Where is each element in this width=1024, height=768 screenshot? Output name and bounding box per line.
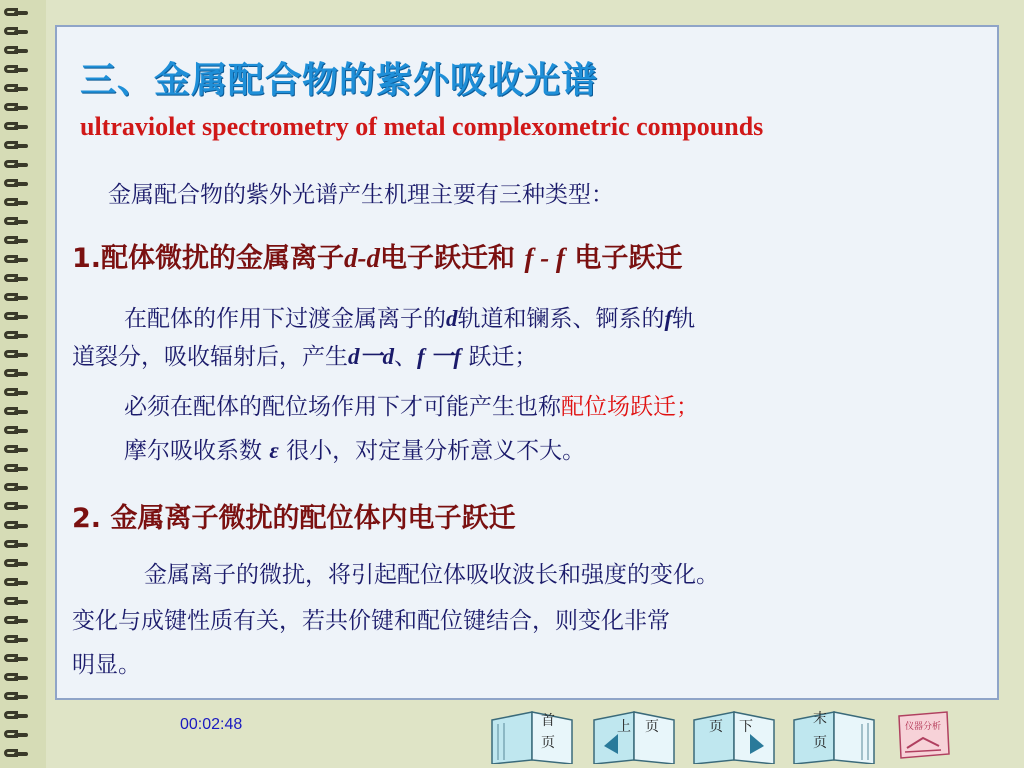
binding-ring bbox=[4, 141, 28, 150]
slide-subtitle-english: ultraviolet spectrometry of metal complexometric compounds bbox=[80, 112, 764, 141]
binding-ring bbox=[4, 521, 28, 530]
section2-line1: 金属离子的微扰，将引起配位体吸收波长和强度的变化。 bbox=[144, 562, 719, 588]
binding-ring bbox=[4, 46, 28, 55]
open-book-icon bbox=[488, 706, 576, 764]
binding-ring bbox=[4, 692, 28, 701]
binding-ring bbox=[4, 445, 28, 454]
binding-ring bbox=[4, 464, 28, 473]
binding-ring bbox=[4, 274, 28, 283]
binding-ring bbox=[4, 27, 28, 36]
next-page-button[interactable]: 页 下 bbox=[690, 706, 778, 764]
binding-ring bbox=[4, 236, 28, 245]
binding-ring bbox=[4, 388, 28, 397]
binding-ring bbox=[4, 730, 28, 739]
section1-paragraph-line4: 摩尔吸收系数 ε 很小，对定量分析意义不大。 bbox=[124, 438, 586, 464]
binding-ring bbox=[4, 502, 28, 511]
binding-ring bbox=[4, 8, 28, 17]
section1-paragraph-line3: 必须在配体的配位场作用下才可能产生也称配位场跃迁； bbox=[124, 394, 699, 420]
slide-title: 三、金属配合物的紫外吸收光谱 bbox=[80, 60, 599, 101]
elapsed-timer: 00:02:48 bbox=[180, 716, 243, 733]
binding-ring bbox=[4, 369, 28, 378]
binding-ring bbox=[4, 198, 28, 207]
binding-ring bbox=[4, 540, 28, 549]
binding-ring bbox=[4, 179, 28, 188]
binding-ring bbox=[4, 103, 28, 112]
previous-page-button[interactable]: 上 页 bbox=[590, 706, 678, 764]
binding-ring bbox=[4, 635, 28, 644]
section1-heading: 1.配体微扰的金属离子d-d电子跃迁和 f - f 电子跃迁 bbox=[72, 243, 683, 274]
binding-ring bbox=[4, 331, 28, 340]
binding-ring bbox=[4, 711, 28, 720]
binding-ring bbox=[4, 483, 28, 492]
binding-ring bbox=[4, 597, 28, 606]
course-corner-button[interactable]: 仪器分析 bbox=[893, 710, 953, 760]
section1-paragraph-line1: 在配体的作用下过渡金属离子的d轨道和镧系、锕系的f轨 bbox=[124, 306, 696, 332]
binding-ring bbox=[4, 217, 28, 226]
binding-ring bbox=[4, 255, 28, 264]
intro-text: 金属配合物的紫外光谱产生机理主要有三种类型： bbox=[108, 182, 614, 208]
section2-line2: 变化与成键性质有关，若共价键和配位键结合，则变化非常 bbox=[72, 608, 670, 634]
last-page-button[interactable]: 末 页 bbox=[790, 706, 878, 764]
binding-ring bbox=[4, 673, 28, 682]
binding-ring bbox=[4, 312, 28, 321]
open-book-icon bbox=[790, 706, 878, 764]
binding-ring bbox=[4, 350, 28, 359]
binding-ring bbox=[4, 578, 28, 587]
binding-ring bbox=[4, 122, 28, 131]
binding-ring bbox=[4, 559, 28, 568]
notebook-binding bbox=[0, 0, 46, 768]
binding-ring bbox=[4, 749, 28, 758]
binding-ring bbox=[4, 407, 28, 416]
binding-ring bbox=[4, 84, 28, 93]
binding-ring bbox=[4, 293, 28, 302]
section2-line3: 明显。 bbox=[72, 652, 141, 678]
section2-heading: 2. 金属离子微扰的配位体内电子跃迁 bbox=[72, 503, 516, 534]
binding-ring bbox=[4, 65, 28, 74]
binding-ring bbox=[4, 426, 28, 435]
ligand-field-transition-highlight: 配位场跃迁 bbox=[561, 394, 676, 420]
binding-ring bbox=[4, 616, 28, 625]
binding-ring bbox=[4, 160, 28, 169]
section1-paragraph-line2: 道裂分，吸收辐射后，产生d一d、f 一f 跃迁； bbox=[72, 344, 538, 370]
binding-ring bbox=[4, 654, 28, 663]
first-page-button[interactable]: 首 页 bbox=[488, 706, 576, 764]
